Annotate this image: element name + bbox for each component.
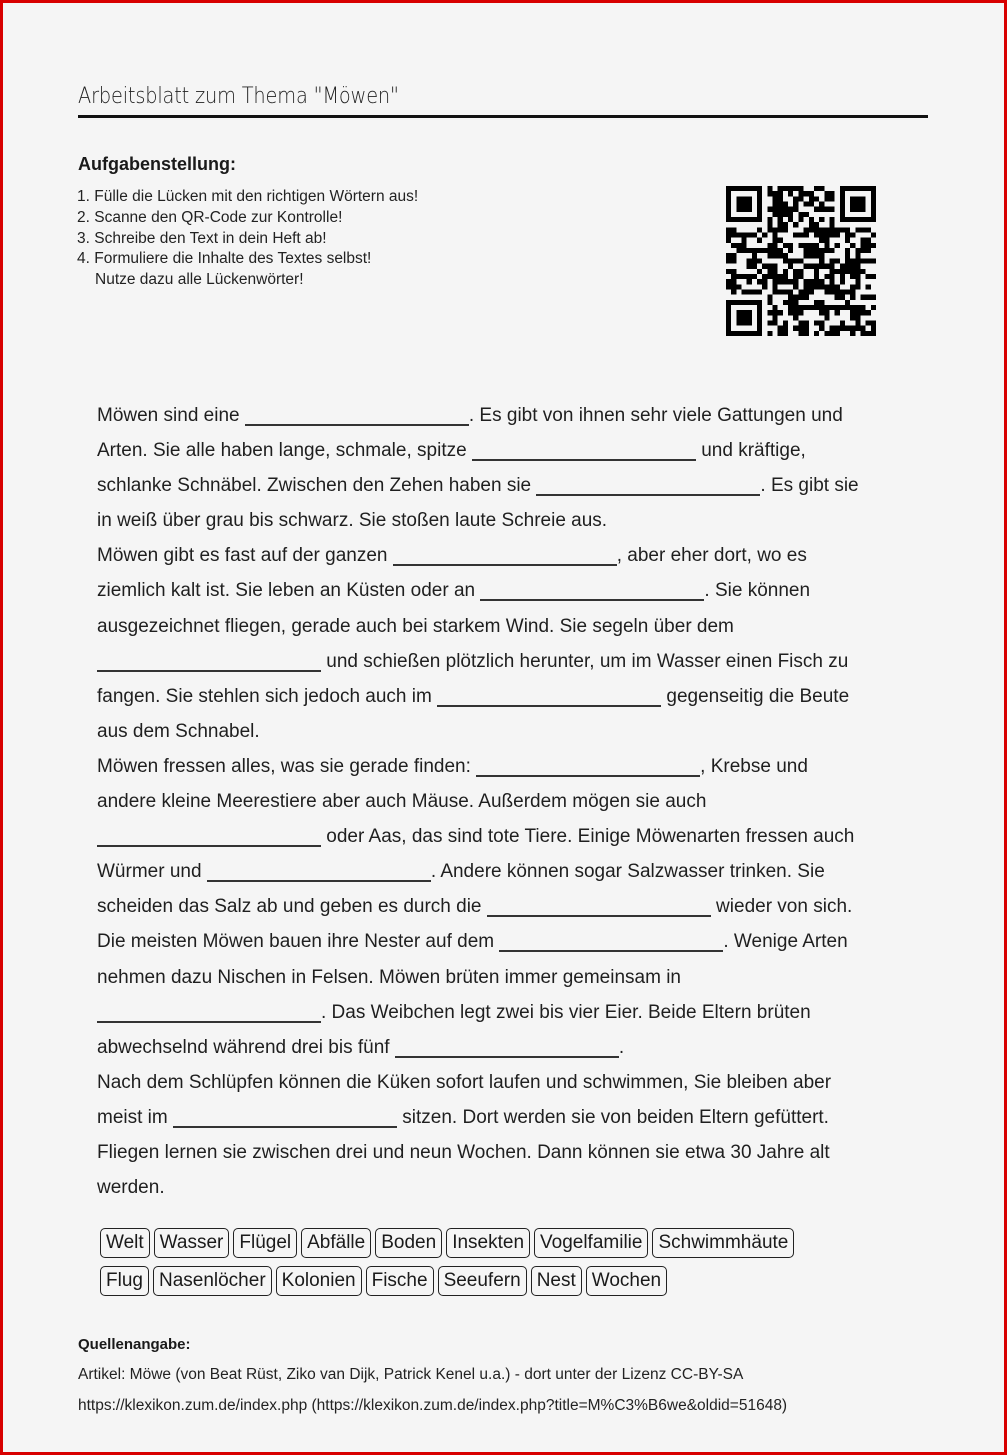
text-line <box>97 398 917 433</box>
text-line <box>97 819 917 854</box>
blank-field[interactable] <box>173 1104 397 1128</box>
source-url[interactable]: https://klexikon.zum.de/index.php (https://klexikon.zum.de/index.php?title=M%C3%B6we&oldid=51648) <box>78 1397 788 1414</box>
text-line <box>97 1065 917 1100</box>
task-item: 1. Fülle die Lücken mit den richtigen Wörtern aus! <box>77 188 419 205</box>
cloze-text <box>97 398 917 1205</box>
text-line <box>97 573 917 608</box>
text-segment: Fliegen lernen sie zwischen drei und neun Wochen. Dann können sie etwa 30 Jahre alt <box>97 1141 830 1163</box>
text-line <box>97 1170 917 1205</box>
qr-code-icon[interactable] <box>726 186 876 336</box>
task-item: Nutze dazu alle Lückenwörter! <box>95 271 304 289</box>
word-chip: Insekten <box>446 1228 530 1258</box>
word-bank <box>100 1228 900 1304</box>
source-heading: Quellenangabe: <box>78 1336 191 1353</box>
text-segment: Die meisten Möwen bauen ihre Nester auf dem <box>97 931 500 953</box>
text-segment: aus dem Schnabel. <box>97 720 260 742</box>
task-list <box>77 187 418 291</box>
word-chip: Wasser <box>154 1228 230 1258</box>
text-line <box>97 854 917 889</box>
text-segment: . Es gibt sie <box>760 475 859 497</box>
text-segment: Arten. Sie alle haben lange, schmale, spitze <box>97 440 472 462</box>
word-chip: Vogelfamilie <box>534 1228 648 1258</box>
text-segment: Möwen gibt es fast auf der ganzen <box>97 545 393 567</box>
word-chip: Nest <box>531 1266 582 1296</box>
text-segment: . Es gibt von ihnen sehr viele Gattungen und <box>468 405 843 426</box>
text-segment: ziemlich kalt ist. Sie leben an Küsten oder an <box>97 580 481 602</box>
word-chip: Seeufern <box>438 1266 527 1296</box>
blank-field[interactable] <box>472 437 696 461</box>
blank-field[interactable] <box>437 683 661 707</box>
text-segment: abwechselnd während drei bis fünf <box>97 1036 395 1058</box>
text-line <box>97 749 917 784</box>
text-line <box>97 679 917 714</box>
text-line <box>97 1030 917 1065</box>
text-segment: . <box>618 1036 625 1058</box>
word-chip: Welt <box>100 1228 150 1258</box>
text-segment: scheiden das Salz ab und geben es durch die <box>97 896 487 918</box>
title-divider <box>78 115 928 118</box>
blank-field[interactable] <box>395 1034 619 1058</box>
text-line <box>97 1100 917 1135</box>
text-segment: gegenseitig die Beute <box>661 685 850 707</box>
text-segment: und schießen plötzlich herunter, um im Wasser einen Fisch zu <box>321 650 849 672</box>
blank-field[interactable] <box>207 858 431 882</box>
text-line <box>97 960 917 995</box>
blank-field[interactable] <box>536 472 760 496</box>
text-segment: . Wenige Arten <box>723 931 848 953</box>
text-line <box>97 924 917 959</box>
word-chip: Flug <box>100 1266 149 1296</box>
task-item: 4. Formuliere die Inhalte des Textes selbst! <box>77 250 372 268</box>
text-segment: werden. <box>97 1177 165 1199</box>
text-segment: sitzen. Dort werden sie von beiden Eltern gefüttert. <box>397 1106 829 1128</box>
word-chip: Wochen <box>586 1266 667 1296</box>
text-segment: meist im <box>97 1106 173 1128</box>
text-segment: fangen. Sie stehlen sich jedoch auch im <box>97 685 438 707</box>
text-segment: . Sie können <box>704 580 811 602</box>
text-segment: schlanke Schnäbel. Zwischen den Zehen haben sie <box>97 475 537 497</box>
word-chip: Kolonien <box>276 1266 362 1296</box>
blank-field[interactable] <box>97 999 321 1023</box>
blank-field[interactable] <box>499 928 723 952</box>
text-line <box>97 1135 917 1170</box>
blank-field[interactable] <box>97 648 321 672</box>
word-chip: Boden <box>375 1228 442 1258</box>
text-segment: und kräftige, <box>695 440 806 462</box>
word-chip: Abfälle <box>301 1228 371 1258</box>
text-segment: Möwen fressen alles, was sie gerade finden: <box>97 755 477 777</box>
blank-field[interactable] <box>97 823 321 847</box>
task-item: 3. Schreibe den Text in dein Heft ab! <box>77 229 327 247</box>
text-line <box>97 503 917 538</box>
blank-field[interactable] <box>480 577 704 601</box>
text-line <box>97 995 917 1030</box>
text-line <box>97 468 917 503</box>
blank-field[interactable] <box>476 753 700 777</box>
text-segment: Nach dem Schlüpfen können die Küken sofort laufen und schwimmen, Sie bleiben aber <box>97 1071 832 1093</box>
source-article: Artikel: Möwe (von Beat Rüst, Ziko van Dijk, Patrick Kenel u.a.) - dort unter der Lizenz CC-BY-SA <box>78 1366 744 1383</box>
text-segment: nehmen dazu Nischen in Felsen. Möwen brüten immer gemeinsam in <box>97 966 681 988</box>
text-line <box>97 644 917 679</box>
word-chip: Fische <box>366 1266 434 1296</box>
word-bank-row <box>100 1228 900 1258</box>
task-heading: Aufgabenstellung: <box>78 154 236 174</box>
text-segment: oder Aas, das sind tote Tiere. Einige Möwenarten fressen auch <box>321 826 855 848</box>
text-line <box>97 609 917 644</box>
text-segment: Möwen sind eine <box>97 405 245 426</box>
text-segment: . Andere können sogar Salzwasser trinken. Sie <box>430 861 825 883</box>
text-line <box>97 784 917 819</box>
blank-field[interactable] <box>487 893 711 917</box>
text-line <box>97 433 917 468</box>
text-line <box>97 714 917 749</box>
text-segment: . Das Weibchen legt zwei bis vier Eier. Beide Eltern brüten <box>321 1001 811 1023</box>
text-segment: Würmer und <box>97 861 207 883</box>
task-item: 2. Scanne den QR-Code zur Kontrolle! <box>77 208 343 226</box>
text-segment: , Krebse und <box>700 755 808 777</box>
word-chip: Nasenlöcher <box>153 1266 272 1296</box>
word-chip: Flügel <box>233 1228 297 1258</box>
text-segment: wieder von sich. <box>710 896 853 918</box>
word-bank-row <box>100 1266 900 1296</box>
blank-field[interactable] <box>393 542 617 566</box>
text-segment: , aber eher dort, wo es <box>616 545 807 567</box>
text-line <box>97 889 917 924</box>
text-segment: andere kleine Meerestiere aber auch Mäuse. Außerdem mögen sie auch <box>97 791 707 813</box>
blank-field[interactable] <box>245 402 469 426</box>
word-chip: Schwimmhäute <box>652 1228 794 1258</box>
text-line <box>97 538 917 573</box>
text-segment: in weiß über grau bis schwarz. Sie stoßen laute Schreie aus. <box>97 510 608 532</box>
page-title: Arbeitsblatt zum Thema "Möwen" <box>78 84 399 109</box>
text-segment: ausgezeichnet fliegen, gerade auch bei starkem Wind. Sie segeln über dem <box>97 615 734 637</box>
